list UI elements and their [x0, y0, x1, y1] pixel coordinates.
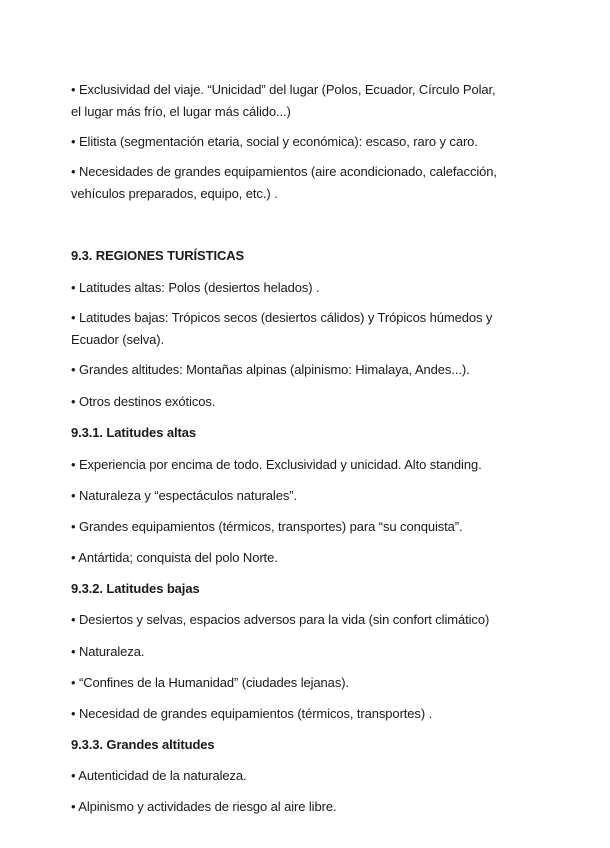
sub2-bullet-4: • Necesidad de grandes equipamientos (térmicos, transportes) .: [71, 706, 433, 721]
section-bullet-4: • Otros destinos exóticos.: [71, 394, 216, 409]
sub3-bullet-1: • Autenticidad de la naturaleza.: [71, 768, 247, 783]
intro-line-4: • Necesidades de grandes equipamientos (aire acondicionado, calefacción,: [71, 164, 497, 179]
sub2-bullet-3: • “Confines de la Humanidad” (ciudades lejanas).: [71, 675, 349, 690]
sub1-bullet-2: • Naturaleza y “espectáculos naturales”.: [71, 488, 297, 503]
sub1-bullet-4: • Antártida; conquista del polo Norte.: [71, 550, 278, 565]
sub3-heading: 9.3.3. Grandes altitudes: [71, 737, 215, 752]
intro-line-3: • Elitista (segmentación etaria, social y económica): escaso, raro y caro.: [71, 134, 478, 149]
section-bullet-2: • Latitudes bajas: Trópicos secos (desiertos cálidos) y Trópicos húmedos y: [71, 310, 493, 325]
sub3-bullet-2: • Alpinismo y actividades de riesgo al aire libre.: [71, 799, 337, 814]
section-bullet-1: • Latitudes altas: Polos (desiertos helados) .: [71, 280, 320, 295]
sub2-heading: 9.3.2. Latitudes bajas: [71, 581, 200, 596]
sub1-heading: 9.3.1. Latitudes altas: [71, 425, 196, 440]
sub1-bullet-3: • Grandes equipamientos (térmicos, transportes) para “su conquista”.: [71, 519, 463, 534]
section-bullet-2-cont: Ecuador (selva).: [71, 332, 165, 347]
section-bullet-3: • Grandes altitudes: Montañas alpinas (alpinismo: Himalaya, Andes...).: [71, 362, 470, 377]
section-heading: 9.3. REGIONES TURÍSTICAS: [71, 248, 245, 263]
intro-line-5: vehículos preparados, equipo, etc.) .: [71, 186, 278, 201]
sub1-bullet-1: • Experiencia por encima de todo. Exclusividad y unicidad. Alto standing.: [71, 457, 482, 472]
intro-line-1: • Exclusividad del viaje. “Unicidad” del lugar (Polos, Ecuador, Círculo Polar,: [71, 82, 496, 97]
sub2-bullet-2: • Naturaleza.: [71, 644, 145, 659]
sub2-bullet-1: • Desiertos y selvas, espacios adversos para la vida (sin confort climático): [71, 612, 490, 627]
intro-line-2: el lugar más frío, el lugar más cálido...): [71, 104, 291, 119]
